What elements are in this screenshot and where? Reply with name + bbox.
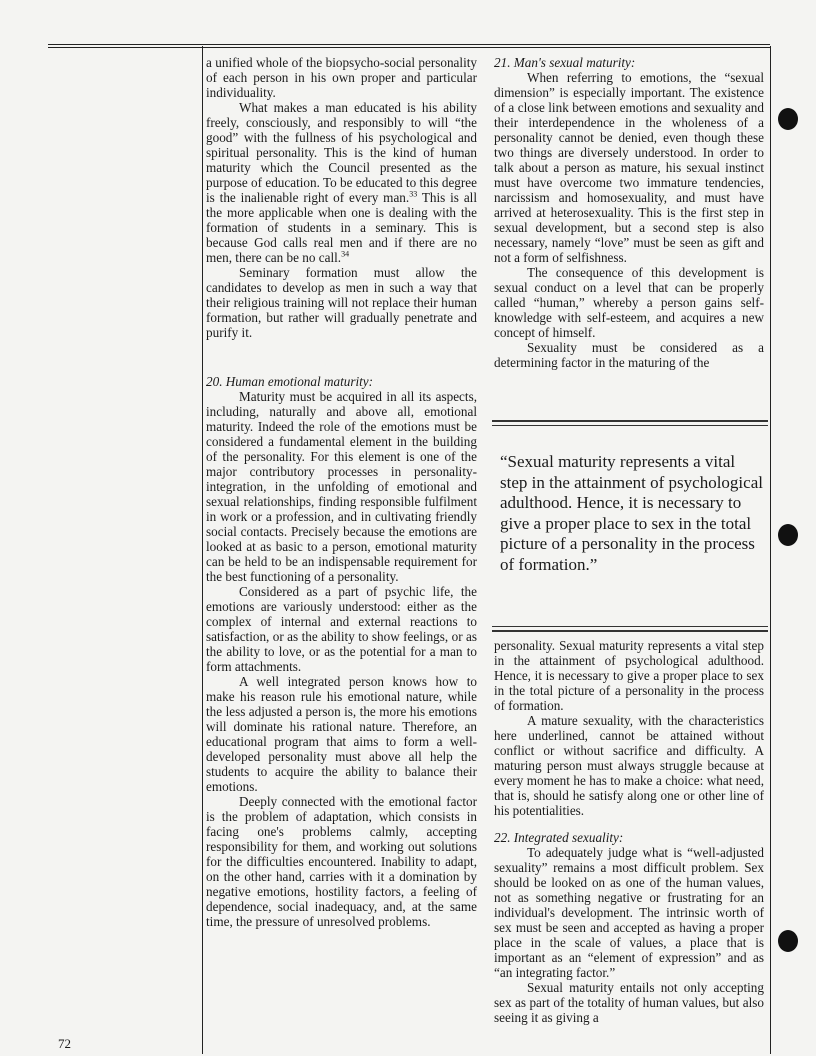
section-heading: 22. Integrated sexuality: (494, 830, 624, 845)
right-column-top (494, 55, 764, 370)
paragraph: A mature sexuality, with the characteristics here underlined, cannot be attained without conflict or without sacrifice and difficulty. A maturing person must always struggle because at every moment he has to make a choice: what need, that is, should he satisfy along one or other line of his potentialities. (494, 713, 764, 818)
pull-quote-box (492, 420, 768, 632)
paragraph: The consequence of this development is sexual conduct on a level that can be properly called “human,” whereby a person gains self-knowledge with self-esteem, and acquires a new concept of himself. (494, 265, 764, 340)
top-rule (48, 44, 770, 45)
paragraph: Considered as a part of psychic life, the emotions are variously understood: either as the complex of internal and external reactions to satisfaction, or as the ability to show feelings, or as the ability to love, or as the potential for a man to form attachments. (206, 584, 477, 674)
paragraph: What makes a man educated is his ability freely, consciously, and responsibly to will “the good” with the fullness of his psychological and spiritual personality. This is the kind of human maturity which the Council presented as the purpose of education. To be educated to this degree is the inalienable right of every man.$^{33}$ This is all the more applicable when one is dealing with the formation of students in a seminary. This is because God calls real men and if there are no men, there can be no call.$^{34}$ (206, 100, 477, 265)
binder-hole (778, 108, 798, 130)
left-column (206, 55, 477, 929)
margin-rule (202, 46, 203, 1054)
right-rule (770, 46, 771, 1054)
paragraph: Maturity must be acquired in all its aspects, including, naturally and above all, emotional maturity. Indeed the role of the emotions must be considered a fundamental element in the building of the personality. For this element is one of the major contributory processes in personality-integration, in the unfolding of emotional and sexual relationships, finding responsible fulfilment in work or a profession, and in cultivating friendly social contacts. Precisely because the emotions are looked at as basic to a person, emotional maturity can be held to be an indispensable requirement for the best functioning of a personality. (206, 389, 477, 584)
pull-quote-text: “Sexual maturity represents a vital step in the attainment of psychological adulthood. Hence, it is necessary to give a proper place to sex in the total picture of a personality in the process of formation.” (500, 452, 763, 574)
section-heading: 21. Man's sexual maturity: (494, 55, 636, 70)
right-column-bottom (494, 638, 764, 1025)
paragraph: To adequately judge what is “well-adjusted sexuality” remains a most difficult problem. Sex should be looked on as one of the human values, not as something negative or frustrating for an individual's development. The intrinsic worth of sex must be seen and accepted as having a proper place in the scale of values, a place that is important as an “element of expression” and as “an integrating factor.” (494, 845, 764, 980)
paragraph: Seminary formation must allow the candidates to develop as men in such a way that their religious training will not replace their human formation, but rather will gradually penetrate and purify it. (206, 265, 477, 340)
paragraph: Deeply connected with the emotional factor is the problem of adaptation, which consists in facing one's problems calmly, accepting responsibility for them, and working out solutions for the difficulties encountered. Inability to adapt, on the other hand, carries with it a domination by negative emotions, hostility factors, a feeling of dependence, social inadequacy, and, at the same time, the pressure of unresolved problems. (206, 794, 477, 929)
page-number: 72 (58, 1036, 71, 1051)
paragraph: Sexuality must be considered as a determining factor in the maturing of the (494, 340, 764, 370)
paragraph: personality. Sexual maturity represents a vital step in the attainment of psychological adulthood. Hence, it is necessary to give a proper place to sex in the total picture of a personality in the process of formation. (494, 638, 764, 713)
section-heading: 20. Human emotional maturity: (206, 374, 374, 389)
paragraph: A well integrated person knows how to make his reason rule his emotional nature, while the less adjusted a person is, the more his emotions will dominate his rational nature. Therefore, an educational program that aims to form a well-developed personality must above all help the students to acquire the ability to balance their emotions. (206, 674, 477, 794)
binder-hole (778, 930, 798, 952)
footnote-ref: 33 (409, 189, 418, 199)
paragraph: When referring to emotions, the “sexual dimension” is especially important. The existence of a close link between emotions and sexuality and their interdependence in the wholeness of a personality cannot be denied, even though these two things are diversely understood. In order to talk about a person as mature, his sexual instinct must have overcome two immature tendencies, narcissism and homosexuality, and must have arrived at heterosexuality. This is the first step in sexual development, but a second step is also necessary, namely “love” must be seen as gift and not a form of selfishness. (494, 70, 764, 265)
top-rule-inner (48, 47, 770, 48)
footnote-ref: 34 (341, 249, 350, 259)
binder-hole (778, 524, 798, 546)
paragraph: Sexual maturity entails not only accepting sex as part of the totality of human values, but also seeing it as giving a (494, 980, 764, 1025)
paragraph: a unified whole of the biopsycho-social personality of each person in his own proper and particular individuality. (206, 55, 477, 100)
